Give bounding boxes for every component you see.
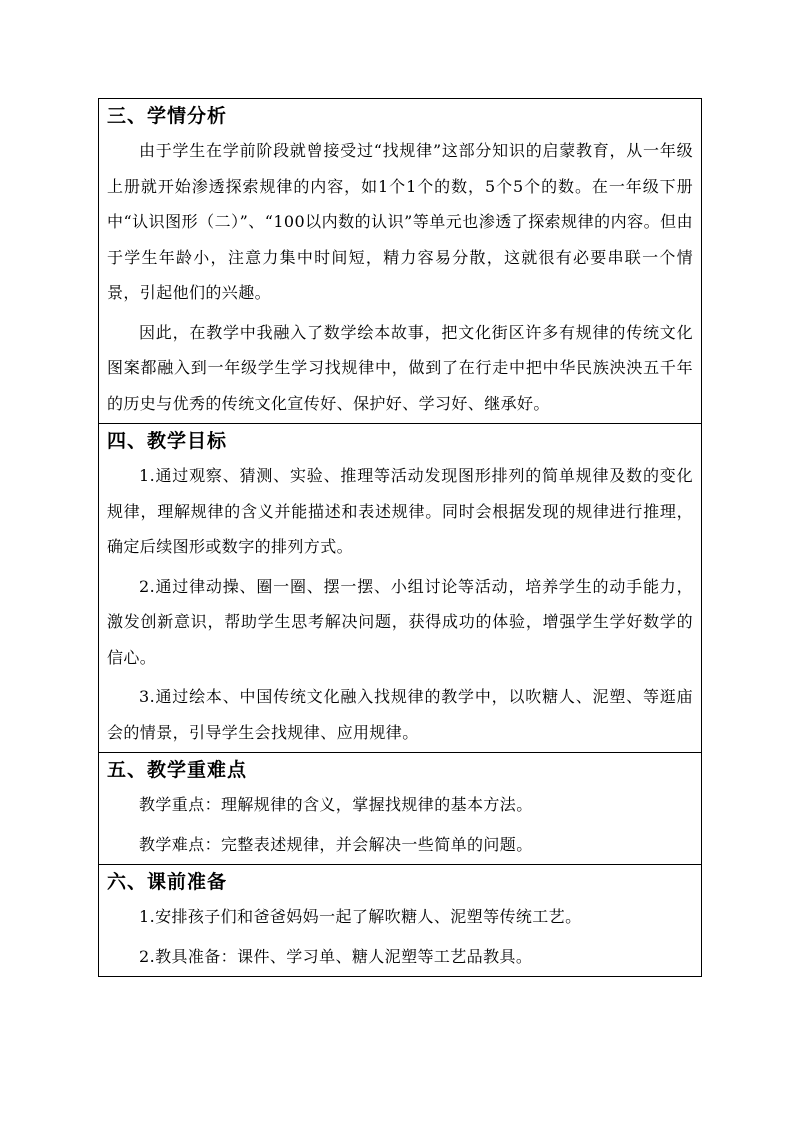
section-title: 五、教学重难点 (107, 759, 248, 781)
paragraph: 教学重点：理解规律的含义，掌握找规律的基本方法。 (139, 795, 533, 814)
paragraph: 由于学生在学前阶段就曾接受过“找规律”这部分知识的启蒙教育，从一年级上册就开始渗透探索规律的内容，如1个1个的数，5个5个的数。在一年级下册中“认识图形（二）”、“100以内数的认识”等单元也渗透了探索规律的内容。但由于学生年龄小，注意力集中时间短，精力容易分散，这就很有必要串联一个情景，引起他们的兴趣。 (107, 141, 693, 302)
section-body (107, 458, 693, 752)
paragraph: 2.通过律动操、圈一圈、摆一摆、小组讨论等活动，培养学生的动手能力，激发创新意识，帮助学生思考解决问题，获得成功的体验，增强学生学好数学的信心。 (107, 576, 693, 667)
section-teaching-objectives (99, 423, 701, 752)
section-body (107, 787, 693, 864)
paragraph: 1.通过观察、猜测、实验、推理等活动发现图形排列的简单规律及数的变化规律，理解规律的含义并能描述和表述规律。同时会根据发现的规律进行推理，确定后续图形或数字的排列方式。 (107, 466, 693, 556)
section-student-analysis (99, 99, 701, 423)
paragraph: 教学难点：完整表述规律，并会解决一些简单的问题。 (139, 834, 533, 854)
paragraph: 3.通过绘本、中国传统文化融入找规律的教学中，以吹糖人、泥塑、等逛庙会的情景，引导学生会找规律、应用规律。 (107, 687, 693, 742)
section-title: 三、学情分析 (107, 105, 228, 127)
section-body (107, 133, 693, 423)
section-preparation (99, 864, 701, 976)
paragraph: 2.教具准备：课件、学习单、糖人泥塑等工艺品教具。 (139, 946, 533, 966)
section-key-difficult-points (99, 752, 701, 864)
lesson-plan-table (98, 98, 702, 977)
section-body (107, 899, 693, 976)
paragraph: 因此，在教学中我融入了数学绘本故事，把文化街区许多有规律的传统文化图案都融入到一年级学生学习找规律中，做到了在行走中把中华民族泱泱五千年的历史与优秀的传统文化宣传好、保护好、学习好、继承好。 (107, 322, 693, 413)
paragraph: 1.安排孩子们和爸爸妈妈一起了解吹糖人、泥塑等传统工艺。 (139, 907, 582, 926)
section-title: 四、教学目标 (107, 430, 228, 452)
section-title: 六、课前准备 (107, 871, 228, 893)
